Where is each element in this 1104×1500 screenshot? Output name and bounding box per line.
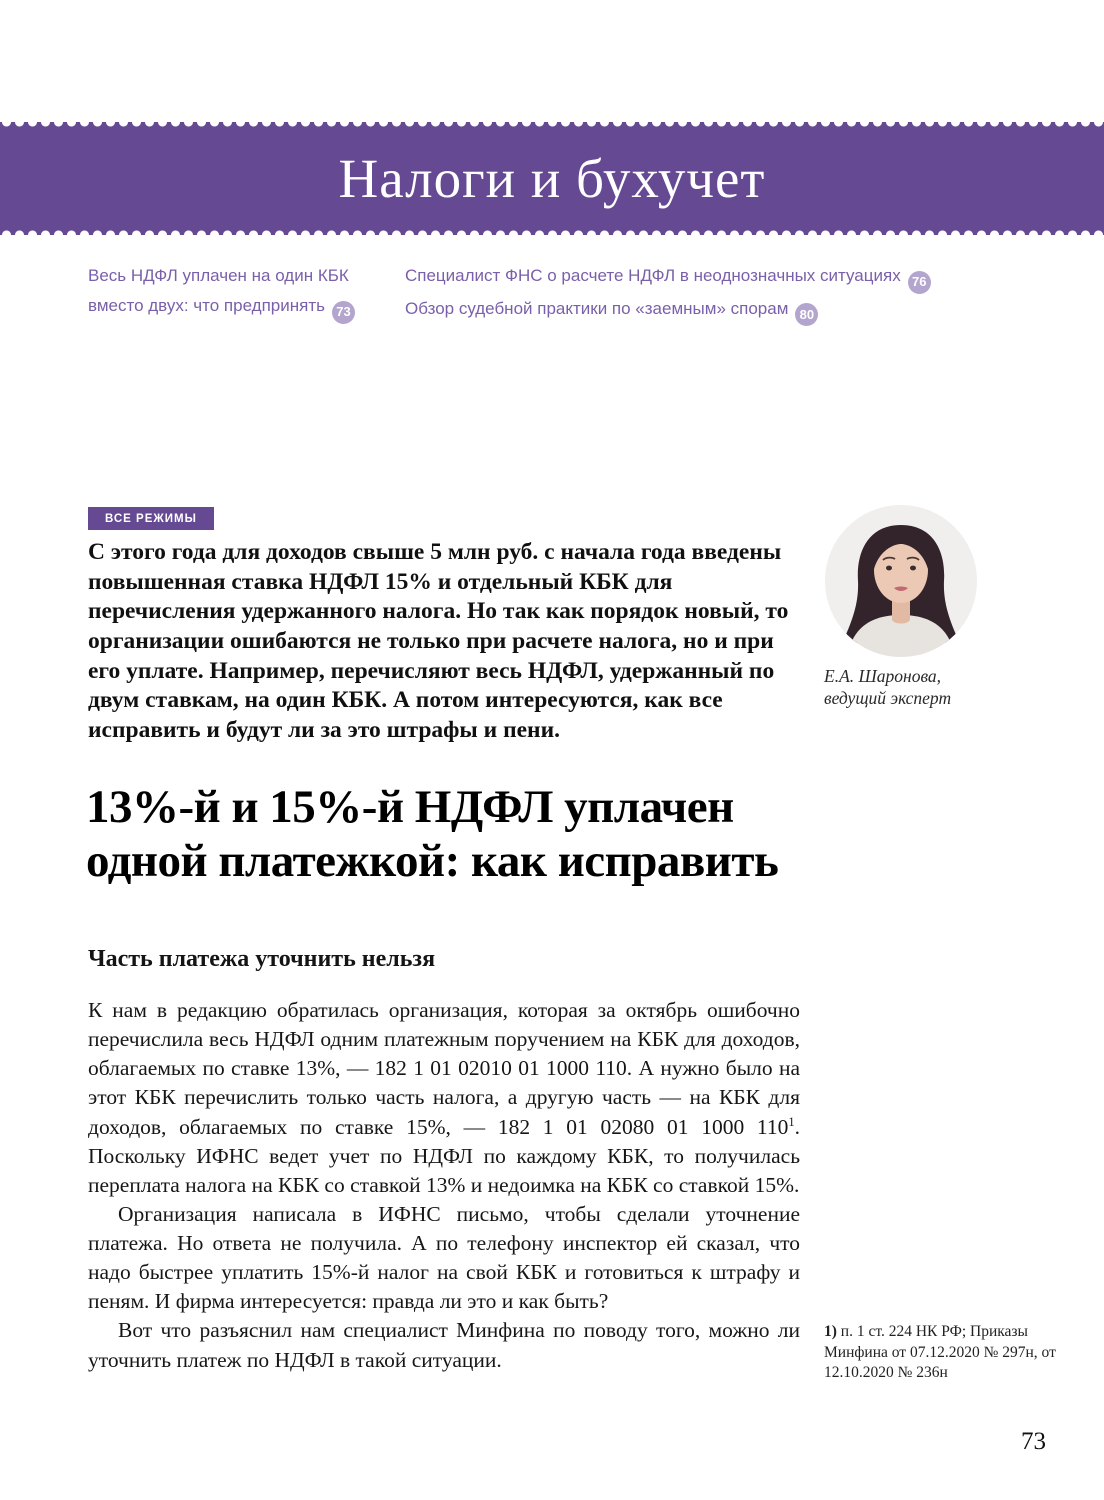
woman-portrait-image — [825, 505, 977, 657]
tax-regime-badge: ВСЕ РЕЖИМЫ — [88, 507, 214, 530]
page-number-badge: 73 — [332, 301, 355, 324]
footnote-reference[interactable]: 1 — [788, 1114, 795, 1129]
footnote-text: п. 1 ст. 224 НК РФ; Приказы Минфина от 07.12.2020 № 297н, от 12.10.2020 № 236н — [824, 1323, 1056, 1382]
article-title-line: одной платежкой: как исправить — [86, 834, 779, 887]
page-number-badge: 80 — [795, 303, 818, 326]
section-title: Налоги и бухучет — [338, 148, 766, 209]
paragraph-text: К нам в редакцию обратилась организация, которая за октябрь ошибочно перечислила весь НДФЛ одним платежным поручением на КБК для доходов, облагаемых по ставке 13%, — 182 1 01 02010 01 1000 110. А нужно было на этот КБК перечислить только часть налога, а другую часть — на КБК для доходов, облагаемых по ставке 15%, — 182 1 01 02080 01 1000 110 — [88, 998, 800, 1139]
teaser-text: Обзор судебной практики по «заемным» спорам — [405, 298, 789, 318]
article-body — [88, 996, 800, 1375]
author-photo — [825, 505, 977, 657]
section-header-band — [0, 122, 1104, 235]
author-caption — [824, 665, 1054, 710]
teaser-text: Весь НДФЛ уплачен на один КБК вместо двух: что предпринять — [88, 266, 349, 315]
page-number: 73 — [1021, 1428, 1046, 1455]
author-role: ведущий эксперт — [824, 688, 952, 709]
paragraph: Организация написала в ИФНС письмо, чтобы сделали уточнение платежа. Но ответа не получила. А по телефону инспектор ей сказал, что надо быстрее уплатить 15%-й налог на свой КБК и готовиться к штрафу и пеням. И фирма интересуется: правда ли это и как быть? — [88, 1201, 800, 1314]
paragraph: Вот что разъяснил нам специалист Минфина по поводу того, можно ли уточнить платеж по НДФЛ в такой ситуации. — [88, 1318, 800, 1372]
paragraph-text: . Поскольку ИФНС ведет учет по НДФЛ по каждому КБК, то получилась переплата налога на КБК со ставкой 13% и недоимка на КБК со ставкой 15%. — [88, 1114, 800, 1197]
page-number-badge: 76 — [908, 271, 931, 294]
author-name: Е.А. Шаронова, — [824, 666, 942, 686]
teaser-column-right — [405, 261, 1025, 326]
footnote — [824, 1322, 1056, 1384]
paragraph — [88, 996, 800, 1200]
teaser-link-court-practice[interactable] — [405, 294, 1025, 327]
teaser-link-fns-specialist[interactable] — [405, 261, 1025, 294]
teaser-text: Специалист ФНС о расчете НДФЛ в неоднозначных ситуациях — [405, 266, 901, 285]
article-title — [86, 781, 1066, 888]
article-lead: С этого года для доходов свыше 5 млн руб. с начала года введены повышенная ставка НДФЛ 15% и отдельный КБК для перечисления удержанного налога. Но так как порядок новый, то организации ошибаются не только при расчете налога, но и при его уплате. Например, перечисляют весь НДФЛ, удержанный по двум ставкам, на один КБК. А потом интересуются, как все исправить и будут ли за это штрафы и пени. — [88, 539, 789, 744]
author-block — [824, 505, 1054, 710]
article-title-line: 13%-й и 15%-й НДФЛ уплачен — [86, 781, 734, 833]
footnote-marker: 1) — [824, 1323, 837, 1340]
teaser-link-ndfl-kbk[interactable] — [88, 261, 368, 324]
section-heading: Часть платежа уточнить нельзя — [88, 946, 436, 972]
